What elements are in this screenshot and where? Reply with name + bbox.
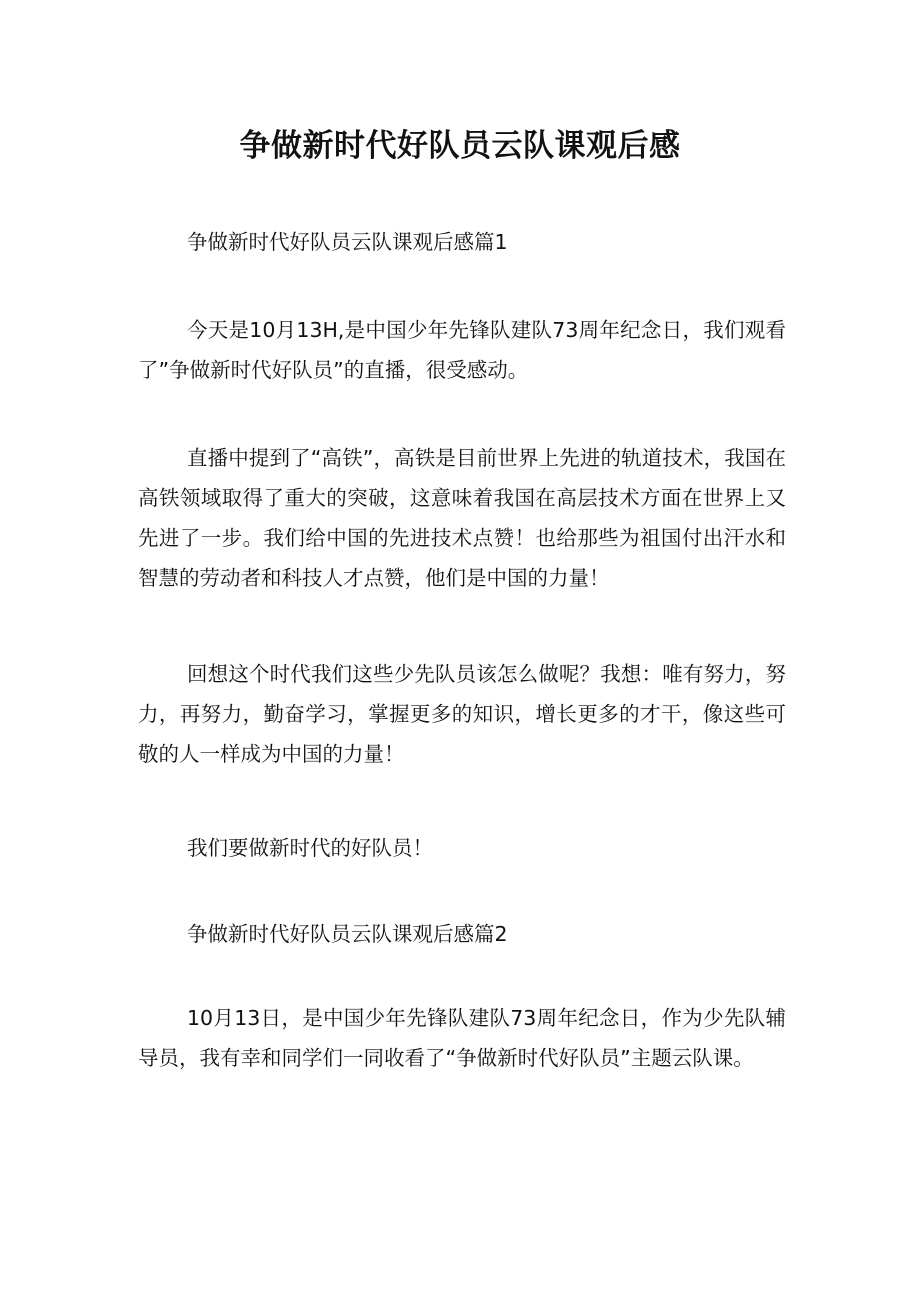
paragraph-intro: 今天是10月13H,是中国少年先锋队建队73周年纪念日，我们观看了”争做新时代好队员”的直播，很受感动。 [138,318,786,382]
section-heading-1: 争做新时代好队员云队课观后感篇1 [187,230,508,254]
page-title: 争做新时代好队员云队课观后感 [239,128,681,164]
paragraph-section2-intro: 10月13日，是中国少年先锋队建队73周年纪念日，作为少先队辅导员，我有幸和同学们一同收看了“争做新时代好队员”主题云队课。 [138,1006,786,1070]
paragraph-conclusion: 我们要做新时代的好队员！ [187,836,433,860]
paragraph-high-speed-rail: 直播中提到了“高铁”，高铁是目前世界上先进的轨道技术，我国在高铁领域取得了重大的突破，这意味着我国在高层技术方面在世界上又先进了一步。我们给中国的先进技术点赞！也给那些为祖国付出汗水和智慧的劳动者和科技人才点赞，他们是中国的力量！ [138,446,786,590]
section-heading-2: 争做新时代好队员云队课观后感篇2 [187,922,508,946]
paragraph-reflection: 回想这个时代我们这些少先队员该怎么做呢？我想：唯有努力，努力，再努力，勤奋学习，掌握更多的知识，增长更多的才干，像这些可敬的人一样成为中国的力量！ [138,662,786,766]
